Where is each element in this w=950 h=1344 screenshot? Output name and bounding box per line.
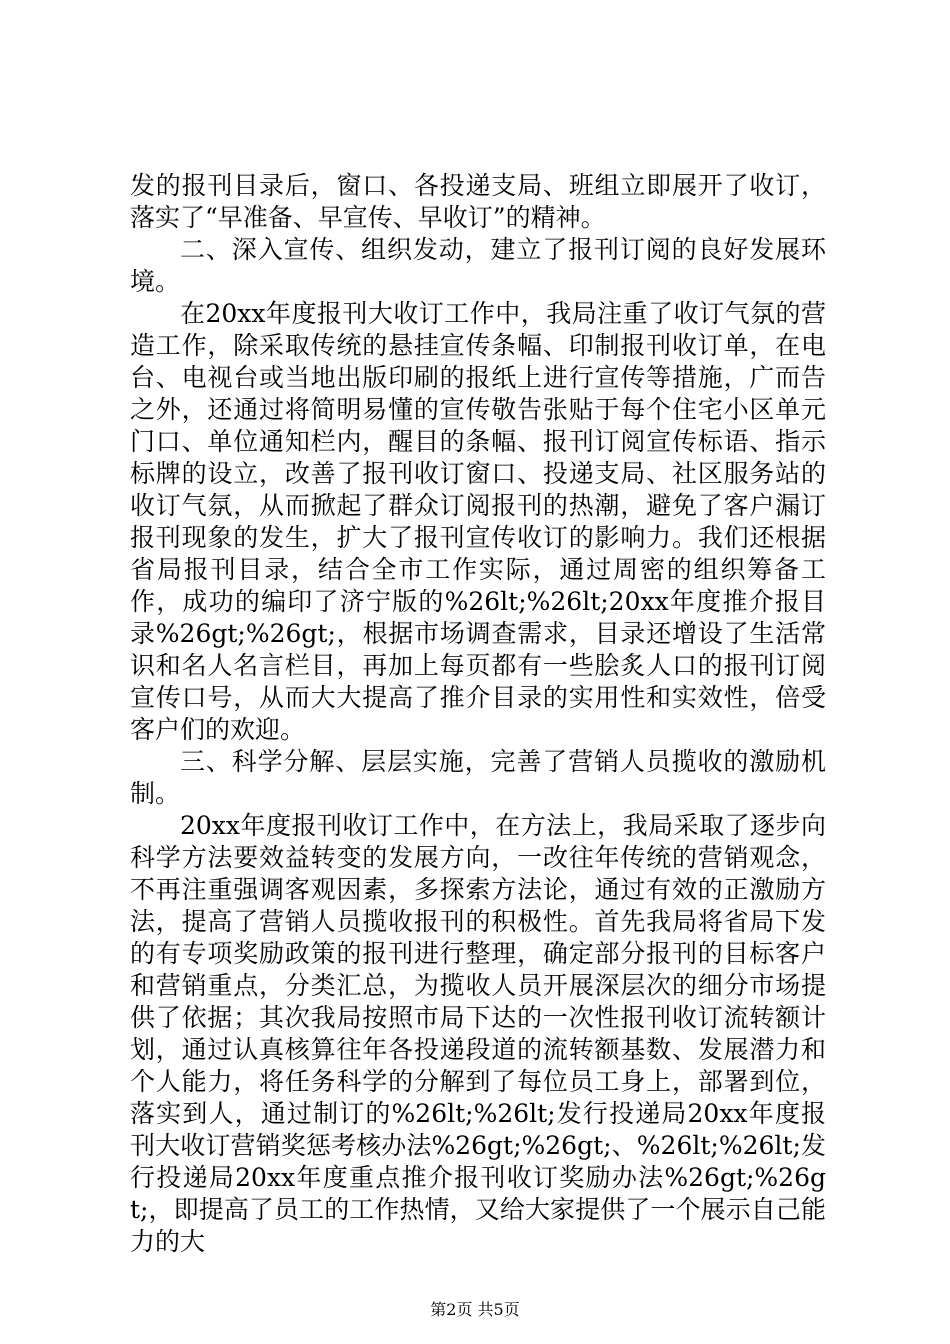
paragraph-3: 在20xx年度报刊大收订工作中，我局注重了收订气氛的营造工作，除采取传统的悬挂宣传条幅、印制报刊收订单，在电台、电视台或当地出版印刷的报纸上进行宣传等措施，广而告之外，还通过将简明易懂的宣传敬告张贴于每个住宅小区单元门口、单位通知栏内，醒目的条幅、报刊订阅宣传标语、指示标牌的设立，改善了报刊收订窗口、投递支局、社区服务站的收订气氛，从而掀起了群众订阅报刊的热潮，避免了客户漏订报刊现象的发生，扩大了报刊宣传收订的影响力。我们还根据省局报刊目录，结合全市工作实际，通过周密的组织筹备工作，成功的编印了济宁版的%26lt;%26lt;20xx年度推介报目录%26gt;%26gt;，根据市场调查需求，目录还增设了生活常识和名人名言栏目，再加上每页都有一些脍炙人口的报刊订阅宣传口号，从而大大提高了推介目录的实用性和实效性，倍受客户们的欢迎。 [130,299,826,744]
paragraph-2: 二、深入宣传、组织发动，建立了报刊订阅的良好发展环境。 [130,235,826,296]
page-number: 第2页 共5页 [430,1300,520,1319]
paragraph-4: 三、科学分解、层层实施，完善了营销人员揽收的激励机制。 [130,747,826,808]
paragraph-5: 20xx年度报刊收订工作中，在方法上，我局采取了逐步向科学方法要效益转变的发展方向，一改往年传统的营销观念，不再注重强调客观因素，多探索方法论，通过有效的正激励方法，提高了营销人员揽收报刊的积极性。首先我局将省局下发的有专项奖励政策的报刊进行整理，确定部分报刊的目标客户和营销重点，分类汇总，为揽收人员开展深层次的细分市场提供了依据；其次我局按照市局下达的一次性报刊收订流转额计划，通过认真核算往年各投递段道的流转额基数、发展潜力和个人能力，将任务科学的分解到了每位员工身上，部署到位，落实到人，通过制订的%26lt;%26lt;发行投递局20xx年度报刊大收订营销奖惩考核办法%26gt;%26gt;、%26lt;%26lt;发行投递局20xx年度重点推介报刊收订奖励办法%26gt;%26gt;，即提高了员工的工作热情，又给大家提供了一个展示自己能力的大 [130,811,826,1256]
page-footer [0,1300,950,1320]
paragraph-1: 发的报刊目录后，窗口、各投递支局、班组立即展开了收订，落实了“早准备、早宣传、早收订”的精神。 [130,171,826,232]
document-body [130,170,826,1258]
